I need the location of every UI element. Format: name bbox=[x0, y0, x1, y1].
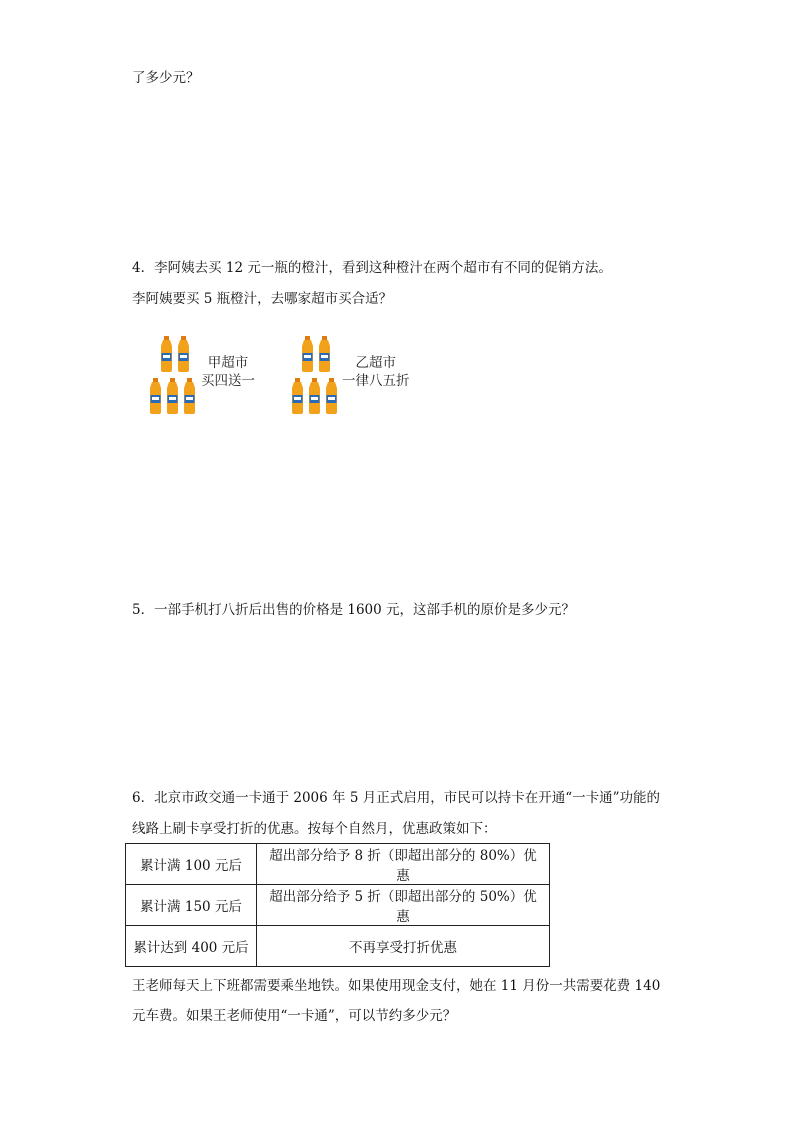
table-cell: 累计满 150 元后 bbox=[126, 885, 257, 926]
table-row bbox=[126, 885, 550, 926]
q4-line1: 4．李阿姨去买 12 元一瓶的橙汁，看到这种橙汁在两个超市有不同的促销方法。 bbox=[132, 260, 612, 276]
table-row bbox=[126, 926, 550, 967]
store-b-name: 乙超市 bbox=[355, 355, 396, 371]
store-a-deal: 买四送一 bbox=[201, 373, 255, 389]
orange-juice-bottle-icon bbox=[300, 336, 315, 372]
discount-policy-table bbox=[125, 843, 550, 967]
table-cell: 不再享受打折优惠 bbox=[257, 926, 550, 967]
q6-line1: 6．北京市政交通一卡通于 2006 年 5 月正式启用，市民可以持卡在开通“一卡通”功能的 bbox=[132, 790, 661, 806]
store-a-group bbox=[144, 332, 284, 422]
orange-juice-bottle-icon bbox=[182, 378, 197, 414]
q6-line3: 王老师每天上下班都需要乘坐地铁。如果使用现金支付，她在 11 月份一共需要花费 140 bbox=[132, 978, 661, 994]
table-cell: 累计达到 400 元后 bbox=[126, 926, 257, 967]
q6-line4: 元车费。如果王老师使用“一卡通”，可以节约多少元？ bbox=[132, 1008, 457, 1024]
orange-juice-bottle-icon bbox=[148, 378, 163, 414]
q4-line2: 李阿姨要买 5 瓶橙汁，去哪家超市买合适？ bbox=[132, 291, 393, 307]
orange-juice-bottle-icon bbox=[165, 378, 180, 414]
table-row bbox=[126, 844, 550, 885]
orange-juice-bottle-icon bbox=[307, 378, 322, 414]
q6-line2: 线路上刷卡享受打折的优惠。按每个自然月，优惠政策如下： bbox=[132, 821, 497, 837]
orange-juice-bottle-icon bbox=[324, 378, 339, 414]
promotion-illustration bbox=[144, 332, 444, 422]
q3-tail: 了多少元？ bbox=[132, 70, 200, 86]
q5-line1: 5．一部手机打八折后出售的价格是 1600 元，这部手机的原价是多少元？ bbox=[132, 602, 576, 618]
store-b-deal: 一律八五折 bbox=[342, 373, 410, 389]
orange-juice-bottle-icon bbox=[317, 336, 332, 372]
store-b-group bbox=[290, 332, 430, 422]
store-a-label bbox=[201, 354, 255, 390]
store-a-name: 甲超市 bbox=[207, 355, 249, 371]
orange-juice-bottle-icon bbox=[290, 378, 305, 414]
store-b-label bbox=[342, 354, 410, 390]
table-cell: 超出部分给予 5 折（即超出部分的 50%）优惠 bbox=[257, 885, 550, 926]
table-cell: 累计满 100 元后 bbox=[126, 844, 257, 885]
orange-juice-bottle-icon bbox=[159, 336, 174, 372]
table-cell: 超出部分给予 8 折（即超出部分的 80%）优惠 bbox=[257, 844, 550, 885]
orange-juice-bottle-icon bbox=[176, 336, 191, 372]
